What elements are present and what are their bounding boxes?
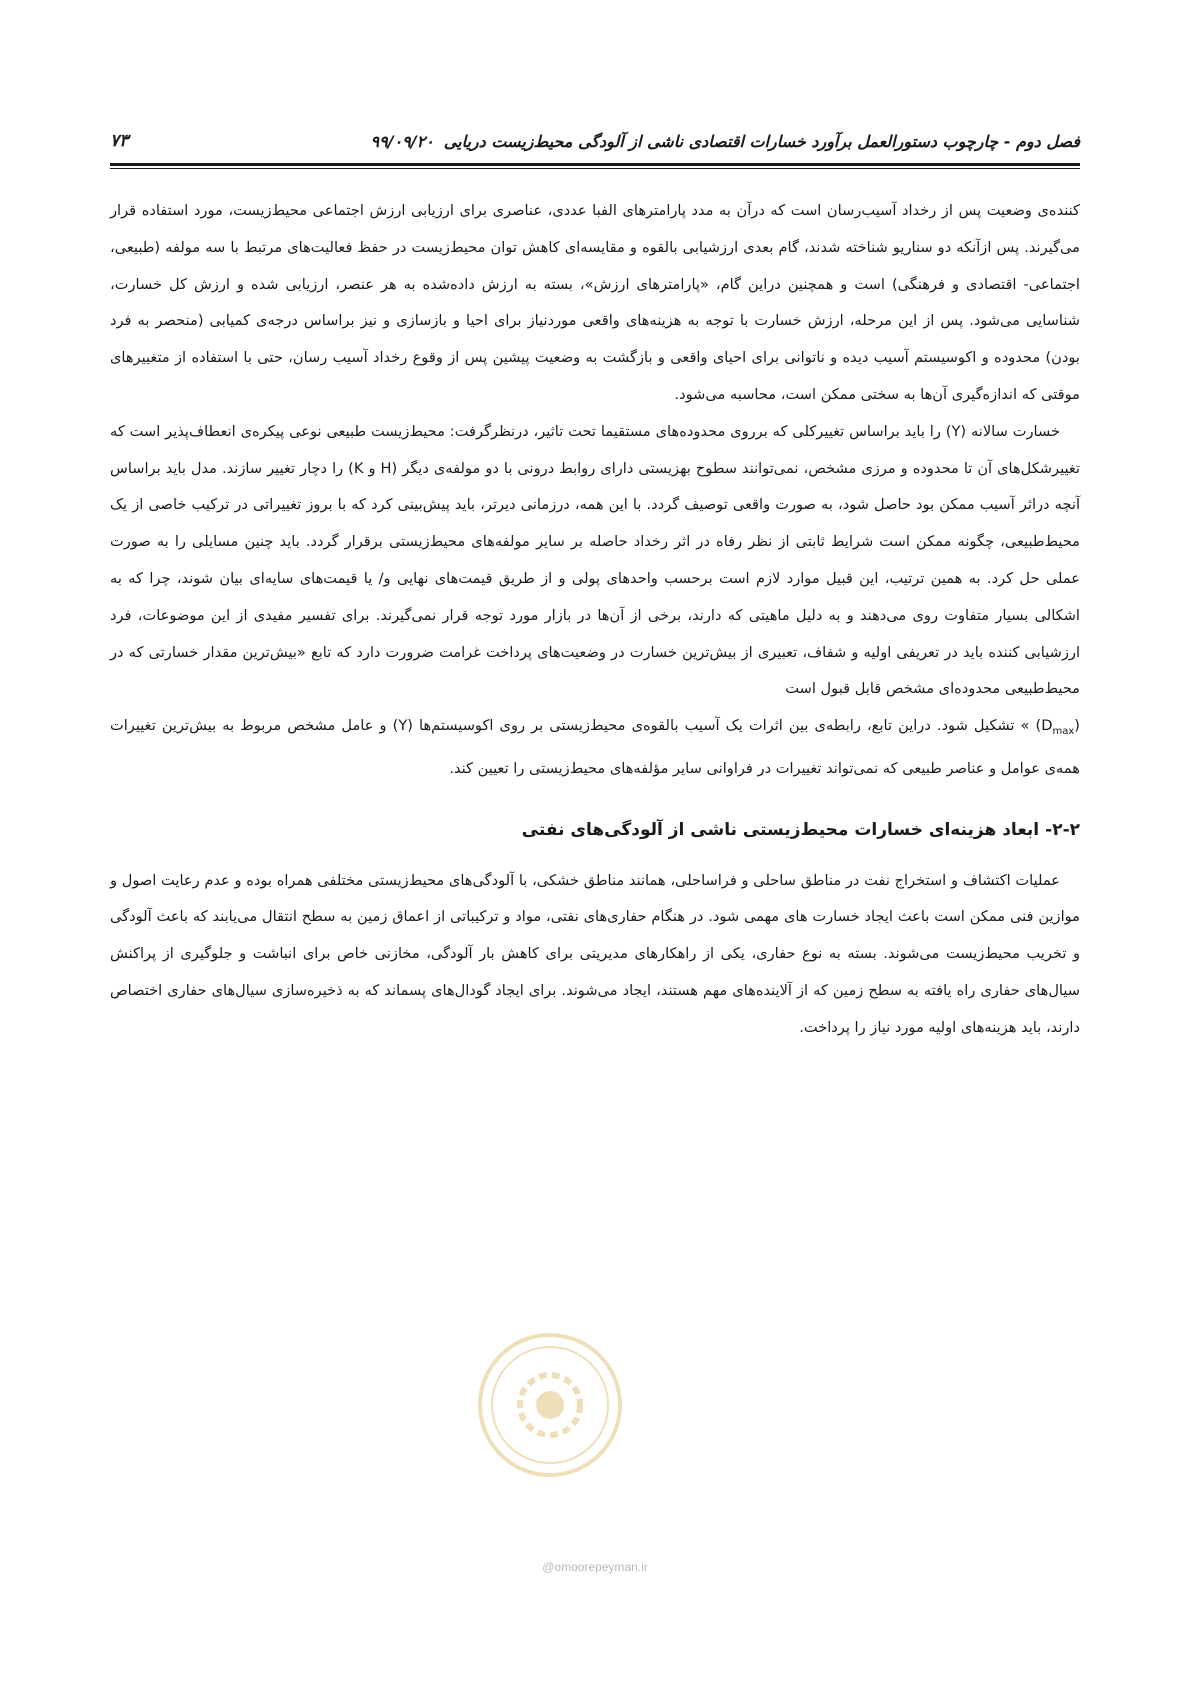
dmax-prefix: (D: [1041, 717, 1080, 735]
chapter-title: فصل دوم - چارچوب دستورالعمل برآورد خسارات اقتصادی ناشی از آلودگی محیط‌زیست دریایی: [443, 131, 1080, 151]
body-paragraph-3-text: ) » تشکیل شود. دراین تابع، رابطه‌ی بین اثرات یک آسیب بالقوه‌ی محیط‌زیستی بر روی اکوسیستم‌ها (Y) و عامل مشخص مربوط به بیش‌ترین تغییرات همه‌ی عوامل و عناصر طبیعی که نمی‌تواند تغییرات در فراوانی سایر مؤلفه‌های محیط‌زیستی را تعیین کند.: [110, 717, 1080, 777]
header-divider-thin: [110, 168, 1080, 169]
section-paragraph-1: عملیات اکتشاف و استخراج نفت در مناطق ساحلی و فراساحلی، همانند مناطق خشکی، با آلودگی‌های محیط‌زیستی مختلفی همراه بوده و عدم رعایت اصول و موازین فنی ممکن است باعث ایجاد خسارت های مهمی شود. در هنگام حفاری‌های نفتی، مواد و ترکیباتی از اعماق زمین به سطح انتقال می‌یابند که باعث آلودگی و تخریب محیط‌زیست می‌شوند. بسته به نوع حفاری، یکی از راهکارهای مدیریتی برای کاهش بار آلودگی، مخازنی خاص برای انباشت و جلوگیری از پراکنش سیال‌های حفاری راه یافته به سطح زمین که از آلاینده‌های مهم هستند، ایجاد می‌شوند. برای ایجاد گودال‌های پسماند که به ذخیره‌سازی سیال‌های حفاری اختصاص دارند، باید هزینه‌های اولیه مورد نیاز را پرداخت.: [110, 871, 1080, 1036]
header-divider: [110, 163, 1080, 166]
seal-logo-icon: [475, 1330, 625, 1480]
body-paragraph-2: خسارت سالانه (Y) را باید براساس تغییرکلی که برروی محدوده‌های مستقیما تحت تاثیر، درنظرگرفت: محیط‌زیست طبیعی نوعی پیکره‌ی انعطاف‌پذیر است که تغییرشکل‌های آن تا محدوده و مرزی مشخص، نمی‌توانند سطوح بهزیستی دارای روابط درونی با دو مولفه‌ی دیگر (H و K) را دچار تغییر سازند. مدل باید براساس آنچه دراثر آسیب ممکن بود حاصل شود، به صورت واقعی توصیف گردد. با این همه، درزمانی دیرتر، باید پیش‌بینی کرد که با بروز تغییراتی در ترکیب خاصی از یک محیط‌طبیعی، چگونه ممکن است شرایط ثابتی از نظر رفاه در اثر رخداد حاصله بر سایر مولفه‌های محیط‌زیستی برقرار گردد. باید چنین مسایلی را به صورت عملی حل کرد. به همین ترتیب، این قبیل موارد لازم است برحسب واحدهای پولی و از طریق قیمت‌های نهایی و/ یا قیمت‌های سایه‌ای بیان شوند، چرا که به اشکالی بسیار متفاوت روی می‌دهند و به دلیل ماهیتی که دارند، برخی از آن‌ها در بازار مورد توجه قرار نمی‌گیرند. برای تفسیر مفیدی از این موضوعات، فرد ارزشیابی کننده باید در تعریفی اولیه و شفاف، تعبیری از بیش‌ترین خسارت در وضعیت‌های پرداخت غرامت ضرورت دارد که تابع «بیش‌ترین مقدار خسارتی که در محیط‌طبیعی محدوده‌ای مشخص قابل قبول است: [110, 422, 1080, 698]
section-number: ۲-۲-: [1045, 819, 1080, 840]
dmax-subscript: max: [1052, 726, 1075, 738]
header-date: ۹۹/۰۹/۲۰: [370, 131, 434, 151]
watermark-text: @omoorepeyman.ir: [542, 1560, 648, 1574]
running-title: [371, 132, 1080, 151]
section-title: ابعاد هزینه‌ای خسارات محیط‌زیستی ناشی از آلودگی‌های نفتی: [521, 819, 1040, 840]
page-header: [110, 126, 1080, 156]
body-paragraph-3: [110, 708, 1080, 788]
page-body: [110, 193, 1080, 1047]
body-paragraph-1: کننده‌ی وضعیت پس از رخداد آسیب‌رسان است که درآن به مدد پارامترهای الفبا عددی، عناصری برای ارزیابی ارزش اجتماعی محیط‌زیست، مورد استفاده قرار می‌گیرند. پس ازآنکه دو سناریو شناخته شدند، گام بعدی ارزشیابی بالقوه و مقایسه‌ای کاهش توان محیط‌زیست در حفظ فعالیت‌های مرتبط با سه مولفه (طبیعی، اجتماعی- اقتصادی و فرهنگی) است و همچنین دراین گام، «پارامترهای ارزش»، بسته به ارزش داده‌شده به هر عنصر، ارزیابی شده و ارزش کل خسارت، شناسایی می‌شود. پس از این مرحله، ارزش خسارت با توجه به هزینه‌های واقعی موردنیاز برای احیا و بازسازی و نیز براساس درجه‌ی کمیابی (منحصر به فرد بودن) محدوده و اکوسیستم آسیب دیده و ناتوانی برای احیای واقعی و بازگشت به وضعیت پیشین پس از وقوع رخداد آسیب رسان، حتی با استفاده از متغییرهای موقتی که اندازه‌گیری آن‌ها به سختی ممکن است، محاسبه می‌شود.: [110, 202, 1080, 403]
page-number: ۷۳: [110, 131, 129, 151]
section-heading: [110, 815, 1080, 845]
